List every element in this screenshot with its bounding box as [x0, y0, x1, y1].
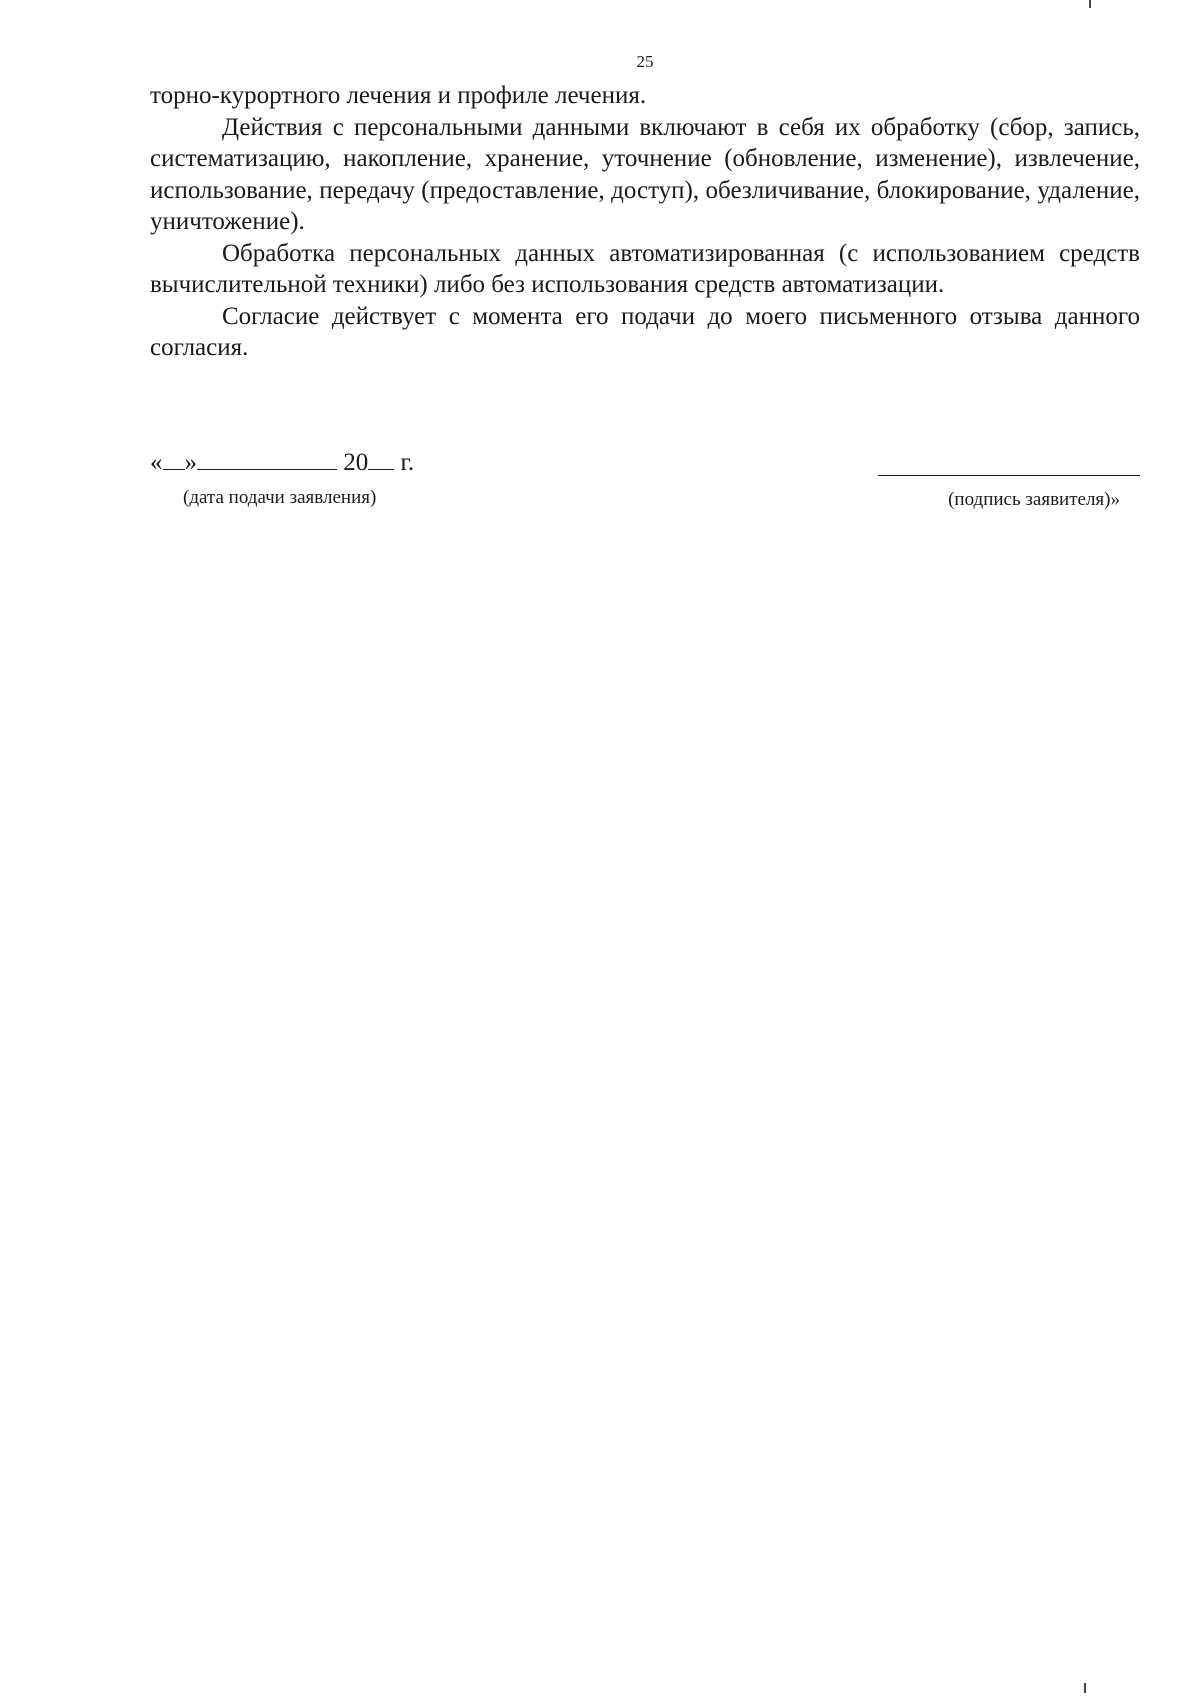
quote-open: « — [150, 449, 163, 476]
year-suffix: г. — [400, 449, 415, 476]
paragraph-processing: Обработка персональных данных автоматизированная (с использованием средств вычислительной техники) либо без использования средств автоматизации. — [150, 239, 1140, 298]
signature-block — [150, 447, 1140, 517]
paragraph-consent-validity: Согласие действует с момента его подачи до моего письменного отзыва данного согласия. — [150, 302, 1140, 361]
year-prefix: 20 — [343, 449, 369, 476]
year-blank — [368, 447, 394, 470]
scan-edge-mark-top — [1089, 0, 1091, 8]
date-field — [150, 447, 414, 477]
date-caption: (дата подачи заявления) — [183, 487, 377, 508]
paragraph-actions: Действия с персональными данными включают в себя их обработку (сбор, запись, систематизацию, накопление, хранение, уточнение (обновление, изменение), извлечение, использование, передачу (предоставление, доступ), обезличивание, блокирование, удаление, уничтожение). — [150, 113, 1140, 235]
signature-caption: (подпись заявителя)» — [948, 489, 1120, 510]
page-number: 25 — [636, 52, 654, 71]
quote-close: » — [184, 449, 197, 476]
signature-line — [878, 475, 1140, 476]
paragraph-continuation: торно-курортного лечения и профиле лечения. — [150, 82, 647, 109]
day-blank — [163, 447, 185, 470]
scan-edge-mark-bottom — [1084, 1683, 1086, 1693]
month-blank — [197, 447, 337, 470]
document-body — [150, 80, 1140, 364]
